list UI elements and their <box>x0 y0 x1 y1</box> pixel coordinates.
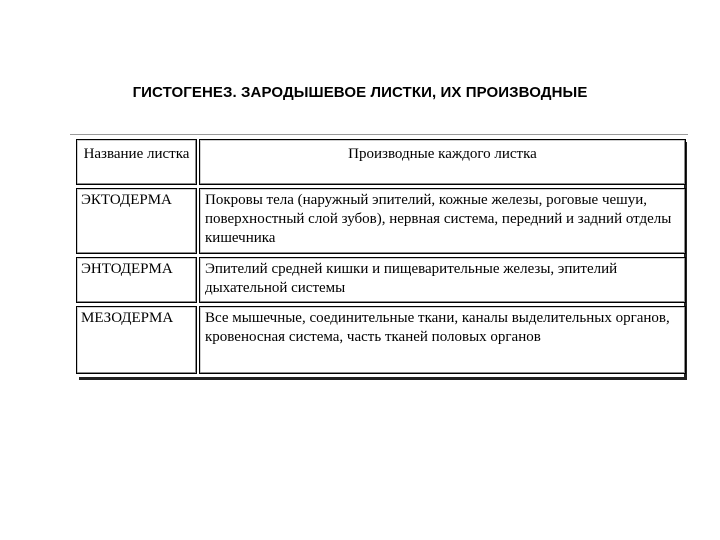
header-name-cell: Название листка <box>76 139 197 185</box>
row-entoderm-derivatives: Эпителий средней кишки и пищеварительные железы, эпителий дыхательной системы <box>199 257 686 303</box>
row-ectoderm-name: ЭКТОДЕРМА <box>76 188 197 254</box>
header-derivatives-cell: Производные каждого листка <box>199 139 686 185</box>
germ-layers-table <box>76 139 686 379</box>
row-mesoderm-name: МЕЗОДЕРМА <box>76 306 197 374</box>
top-divider <box>70 134 688 135</box>
row-mesoderm-derivatives: Все мышечные, соединительные ткани, каналы выделительных органов, кровеносная система, часть тканей половых органов <box>199 306 686 374</box>
row-entoderm-name: ЭНТОДЕРМА <box>76 257 197 303</box>
row-ectoderm-derivatives: Покровы тела (наружный эпителий, кожные железы, роговые чешуи, поверхностный слой зубов), нервная система, передний и задний отделы кишечника <box>199 188 686 254</box>
slide-title: ГИСТОГЕНЕЗ. ЗАРОДЫШЕВОЕ ЛИСТКИ, ИХ ПРОИЗВОДНЫЕ <box>132 84 588 101</box>
